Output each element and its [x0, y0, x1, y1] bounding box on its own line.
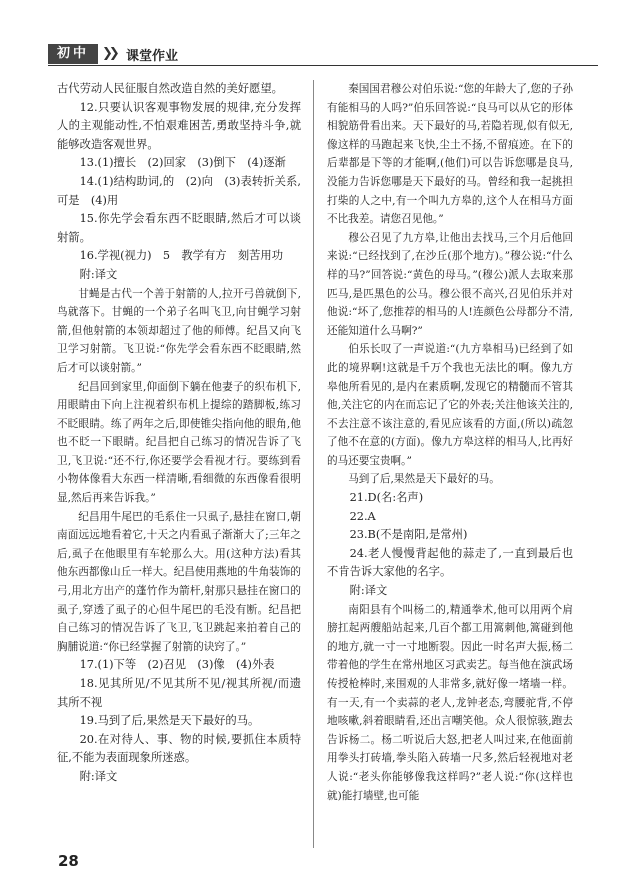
paragraph: 南阳县有个叫杨二的,精通拳术,他可以用两个肩膀扛起两艘船站起来,几百个都工用篙刺他,篙碰到他的地方,就一寸一寸地断裂。因此一时名声大振,杨二带着他的学生在常州地区习武卖艺。每当他在演武场传授枪棒时,来围观的人非常多,就好像一堵墙一样。有一天,有一个卖蒜的老人,龙钟老态,弯腰驼背,不停地咳嗽,斜着眼睛看,还出言嘲笑他。众人很惊骇,跑去告诉杨二。杨二听说后大怒,把老人叫过来,在他面前用拳头打砖墙,拳头陷入砖墙一尺多,然后轻视地对老人说:“老头你能够像我这样吗?”老人说:“你(这样也就)能打墙壁,也可能 [327, 603, 573, 802]
page-number: 28 [58, 852, 79, 870]
header-rule [48, 65, 598, 66]
paragraph: 20.在对待人、事、物的时候,要抓住本质特征,不能为表面现象所迷惑。 [57, 732, 301, 765]
paragraph: 16.学视(视力) 5 教学有方 刻苦用功 [79, 249, 284, 263]
paragraph: 古代劳动人民征服自然改造自然的美好愿望。 [57, 82, 283, 95]
paragraph: 14.(1)结构助词,的 (2)向 (3)表转折关系,可是 (4)用 [57, 174, 301, 207]
paragraph: 23.B(不是南阳,是常州) [349, 528, 468, 542]
paragraph: 马到了后,果然是天下最好的马。 [348, 473, 500, 486]
chevron-icon: ❯❯ [102, 46, 116, 61]
page-header [48, 44, 598, 66]
paragraph: 秦国国君穆公对伯乐说:“您的年龄大了,您的子孙有能相马的人吗?”伯乐回答说:“良马可以从它的形体相貌筋骨看出来。天下最好的马,若隐若现,似有似无,像这样的马跑起来飞快,尘土不扬,不留痕迹。在下的后辈都是下等的才能啊,(他们)可以告诉您哪是良马,没能力告诉您哪是天下最好的马。曾经和我一起挑担打柴的人之中,有一个叫九方皋的,这个人在相马方面不比我差。请您召见他。” [327, 83, 573, 226]
paragraph: 甘蝇是古代一个善于射箭的人,拉开弓兽就倒下,鸟就落下。甘蝇的一个弟子名叫飞卫,向甘蝇学习射箭,但他射箭的本领却超过了他的师傅。纪昌又向飞卫学习射箭。飞卫说:“你先学会看东西不眨眼睛,然后才可以谈射箭。” [57, 287, 301, 374]
paragraph: 18.见其所见/不见其所不见/视其所视/而遗其所不视 [57, 677, 301, 709]
paragraph: 21.D(名:名声) [349, 491, 424, 505]
paragraph: 附:译文 [79, 769, 118, 783]
header-title: 课堂作业 [126, 49, 179, 64]
paragraph: 15.你先学会看东西不眨眼睛,然后才可以谈射箭。 [57, 212, 301, 244]
paragraph: 附:译文 [79, 267, 118, 281]
paragraph: 穆公召见了九方皋,让他出去找马,三个月后他回来说:“已经找到了,在沙丘(那个地方)。”穆公说:“什么样的马?”回答说:“黄色的母马。”(穆公)派人去取来那匹马,是匹黑色的公马。穆公很不高兴,召见伯乐并对他说:“坏了,您推荐的相马的人!连颜色公母都分不清,还能知道什么马啊?” [327, 231, 573, 337]
paragraph: 12.只要认识客观事物发展的规律,充分发挥人的主观能动性,不怕艰难困苦,勇敢坚持斗争,就能够改造客观世界。 [57, 100, 301, 151]
paragraph: 纪昌回到家里,仰面倒下躺在他妻子的织布机下,用眼睛由下向上注视着织布机上提综的踏脚板,练习不眨眼睛。练了两年之后,即使锥尖指向他的眼角,他也不眨一下眼睛。纪昌把自己练习的情况告诉了飞卫,飞卫说:“还不行,你还要学会看视才行。要练到看小物体像看大东西一样清晰,看细微的东西像看很明显,然后再来告诉我。” [57, 380, 301, 505]
column-divider [313, 80, 314, 848]
paragraph: 24.老人慢慢背起他的蒜走了,一直到最后也不肯告诉大家他的名字。 [327, 546, 573, 579]
paragraph: 13.(1)擅长 (2)回家 (3)倒下 (4)逐渐 [79, 156, 286, 170]
paragraph: 22.A [349, 509, 376, 523]
right-column [327, 80, 573, 805]
paragraph: 19.马到了后,果然是天下最好的马。 [79, 714, 260, 728]
paragraph: 附:译文 [349, 584, 388, 598]
left-column [57, 80, 301, 787]
paragraph: 17.(1)下等 (2)召见 (3)像 (4)外表 [79, 658, 275, 672]
level-badge: 初中 [48, 44, 98, 64]
paragraph: 伯乐长叹了一声说道:“(九方皋相马)已经到了如此的境界啊!这就是千万个我也无法比的啊。像九方皋他所看见的,是内在素质啊,发现它的精髓而不管其他,关注它的内在而忘记了它的外表;关注他该关注的,不去注意不该注意的,看见应该看的方面,(所以)疏忽了他不在意的(方面)。像九方皋这样的相马人,比再好的马还要宝贵啊。” [327, 343, 573, 467]
paragraph: 纪昌用牛尾巴的毛系住一只虱子,悬挂在窗口,朝南面远远地看着它,十天之内看虱子渐渐大了;三年之后,虱子在他眼里有车轮那么大。用(这种方法)看其他东西都像山丘一样大。纪昌使用燕地的牛角装饰的弓,用北方出产的蓬竹作为箭杆,射那只悬挂在窗口的虱子,穿透了虱子的心但牛尾巴的毛没有断。纪昌把自己练习的情况告诉了飞卫,飞卫跳起来拍着自己的胸脯说道:“你已经掌握了射箭的诀窍了。” [57, 510, 301, 653]
